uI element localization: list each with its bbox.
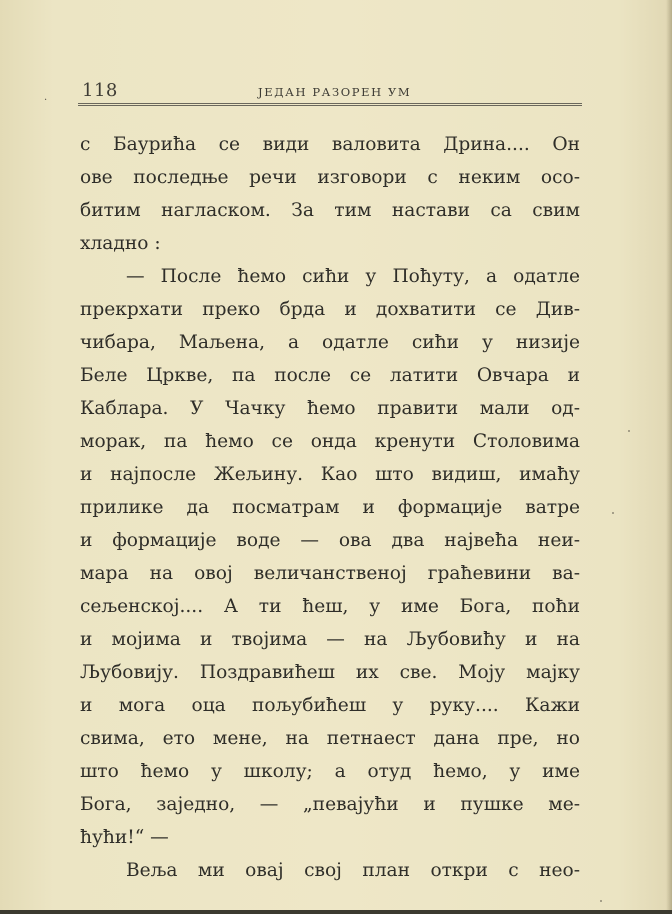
- running-title: ЈЕДАН РАЗОРЕН УМ: [258, 85, 412, 99]
- page-header: [78, 78, 582, 106]
- text-line: и мојима и твојима — на Љубовиħу и на: [80, 629, 580, 650]
- text-line: и мога оца пољубиħеш у руку.... Кажи: [80, 695, 580, 716]
- text-line: Љубовију. Поздравиħеш их све. Моју мајку: [80, 662, 580, 683]
- text-line: сељенској.... А ти ħеш, у име Бога, поħи: [80, 596, 580, 617]
- text-line: Каблара. У Чачку ħемо правити мали од-: [80, 398, 580, 419]
- text-line: Веља ми овај свој план откри с нео-: [126, 860, 580, 881]
- text-line: ħуħи!“ —: [80, 827, 169, 848]
- page-bottom-edge: [0, 910, 672, 914]
- paper-speck: [600, 900, 602, 902]
- text-line: и формације воде — ова два највеħа неи-: [80, 530, 580, 551]
- text-line: чибара, Маљена, а одатле сиħи у низије: [80, 332, 580, 353]
- text-line: свима, ето мене, на петнаест дана пре, но: [80, 728, 580, 749]
- header-rule: [78, 103, 582, 106]
- text-line: — После ħемо сиħи у Поħуту, а одатле: [126, 266, 580, 287]
- paper-speck: [628, 430, 630, 432]
- page-number: 118: [82, 80, 118, 101]
- text-line: битим нагласком. За тим настави са свим: [80, 200, 580, 221]
- text-line: морак, па ħемо се онда кренути Столовима: [80, 431, 580, 452]
- text-line: ове последње речи изговори с неким осо-: [80, 167, 580, 188]
- text-line: што ħемо у школу; а отуд ħемо, у име: [80, 761, 580, 782]
- text-line: прекрхати преко брда и дохватити се Див-: [80, 299, 580, 320]
- margin-mark: .: [44, 92, 48, 103]
- text-line: мара на овој величанственој граħевини ва-: [80, 563, 580, 584]
- text-line: с Бауриħа се види валовита Дрина.... Он: [80, 134, 580, 155]
- text-line: и најпосле Жељину. Као што видиш, имаħу: [80, 464, 580, 485]
- text-line: Бога, заједно, — „певајуħи и пушке ме-: [80, 794, 580, 815]
- text-line: хладно :: [80, 233, 161, 254]
- paper-speck: [612, 512, 614, 514]
- body-text: [80, 128, 580, 887]
- text-line: прилике да посматрам и формације ватре: [80, 497, 580, 518]
- page-edge-shadow: [666, 0, 672, 914]
- text-line: Беле Цркве, па после се латити Овчара и: [80, 365, 580, 386]
